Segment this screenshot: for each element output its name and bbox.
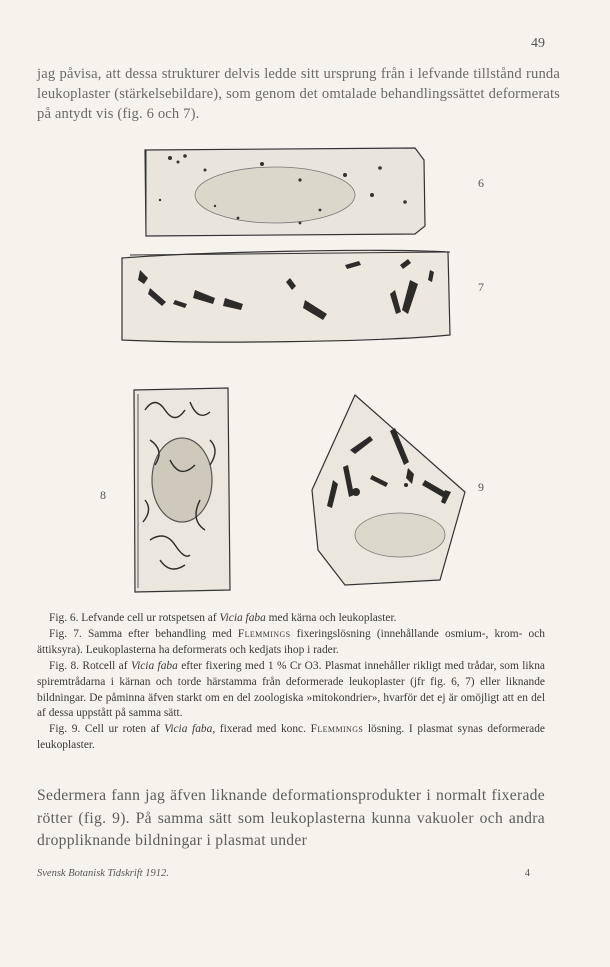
footer-journal-title: Svensk Botanisk Tidskrift 1912. [37, 868, 169, 879]
figure-7-cell-drawing [122, 250, 450, 342]
figure-8-number: 8 [100, 488, 106, 502]
caption-fig-7-label: Fig. 7. [49, 627, 82, 640]
caption-fig-6 [37, 611, 545, 627]
caption-fig-9 [37, 722, 545, 754]
caption-fig-8-text: Rotcell af [82, 659, 128, 672]
figure-9-number: 9 [478, 480, 484, 494]
caption-fig-8-species: Vicia faba [130, 659, 178, 672]
figure-8-cell-drawing [134, 388, 230, 592]
caption-fig-6-text: Lefvande cell ur rotspetsen af [81, 612, 217, 624]
caption-fig-8-text-end: efter fixering med 1 % Cr O3. Plasmat innehåller rikligt med trådar, som likna spiremtrådarna i kärnan och torde härstamma från deformerade leukoplaster (jfr fig. 6, 7) eller liknande bildningar. De påminna äfven starkt om en del zoologiska »mitokondrier», hvarför det ej är omöjligt att en del af dessa uppstått på samma sätt. [37, 659, 545, 720]
page-number: 49 [531, 36, 545, 51]
caption-fig-7-text-end: fixeringslösning (innehållande osmium-, krom- och ättiksyra). Leukoplasterna ha deformerats och kedjats ihop i rader. [37, 627, 545, 656]
caption-fig-9-text-end: lösning. I plasmat synas deformerade leukoplaster. [37, 723, 545, 752]
caption-fig-9-species: Vicia faba [164, 723, 213, 736]
caption-fig-9-author: Flemmings [310, 723, 364, 736]
figure-illustrations [0, 140, 610, 600]
caption-fig-6-label: Fig. 6. [49, 612, 79, 624]
closing-paragraph: Sedermera fann jag äfven liknande deformationsprodukter i normalt fixerade rötter (fig. 9). På samma sätt som leukoplasterna kunna vakuoler och andra droppliknande bildningar i plasmat under [37, 787, 545, 849]
caption-fig-8-label: Fig. 8. [49, 659, 79, 672]
caption-fig-7 [37, 627, 545, 659]
footer-sheet-number: 4 [524, 868, 530, 879]
figure-captions [37, 611, 545, 754]
caption-fig-9-text-mid: , fixerad med konc. [212, 723, 306, 736]
caption-fig-9-text: Cell ur roten af [84, 723, 160, 736]
figure-6-number: 6 [478, 176, 484, 190]
caption-fig-7-text: Samma efter behandling med [87, 627, 232, 640]
caption-fig-9-label: Fig. 9. [49, 723, 81, 736]
intro-paragraph: jag påvisa, att dessa strukturer delvis ledde sitt ursprung från i lefvande tillstånd runda leukoplaster (stärkelsebildare), som genom det omtalade behandlingssättet deformerats på antydt vis (fig. 6 och 7). [37, 66, 560, 122]
page-footer [37, 868, 530, 879]
caption-fig-8 [37, 659, 545, 723]
figure-plate [0, 140, 610, 600]
figure-9-cell-drawing [312, 395, 465, 585]
caption-fig-6-text-end: med kärna och leukoplaster. [268, 612, 397, 624]
caption-fig-6-species: Vicia faba [219, 612, 266, 624]
figure-7-number: 7 [478, 280, 484, 294]
caption-fig-7-author: Flemmings [237, 627, 291, 640]
figure-6-cell-drawing [145, 148, 425, 236]
